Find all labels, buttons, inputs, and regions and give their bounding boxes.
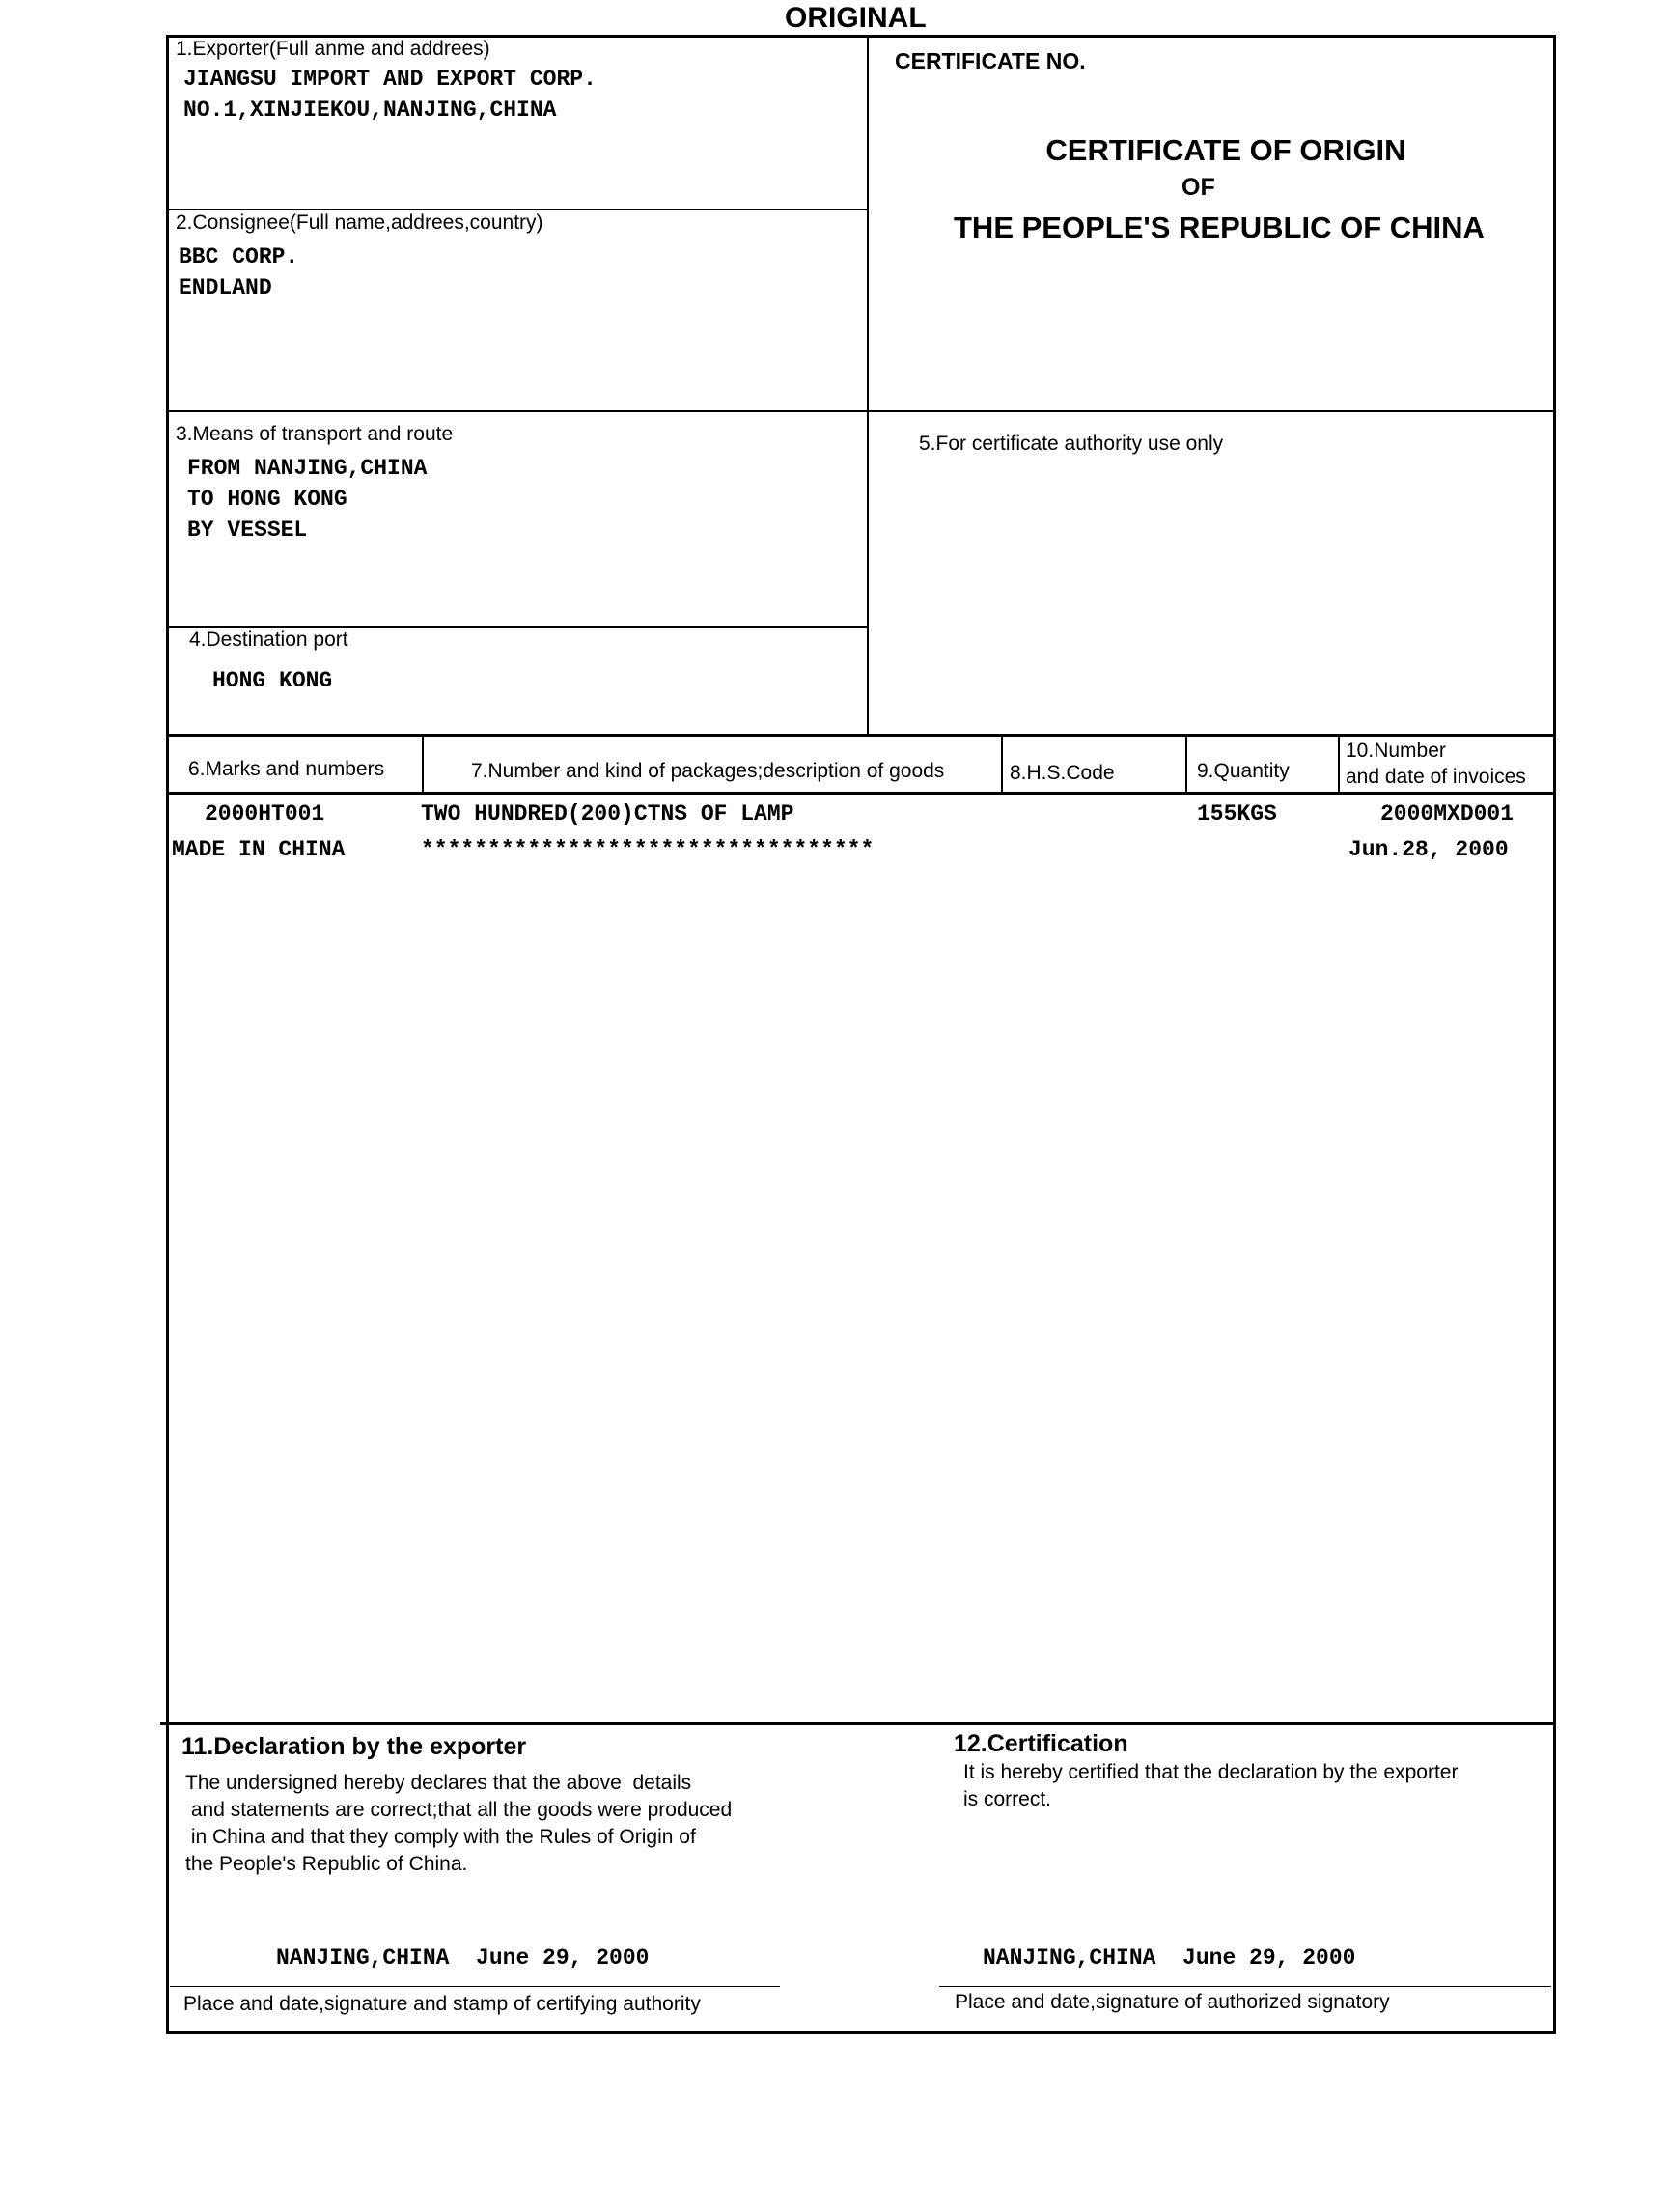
exporter-name: JIANGSU IMPORT AND EXPORT CORP.: [183, 67, 597, 92]
destination-label: 4.Destination port: [189, 629, 348, 651]
col-divider-4: [1338, 736, 1340, 793]
divider-declaration-top: [160, 1722, 1554, 1725]
header-quantity: 9.Quantity: [1197, 760, 1290, 782]
divider-row-3: [168, 410, 1554, 412]
certification-line-1: It is hereby certified that the declaration by the exporter: [963, 1761, 1459, 1783]
row-quantity: 155KGS: [1197, 801, 1277, 826]
certificate-no-label: CERTIFICATE NO.: [895, 48, 1086, 73]
declaration-footer: Place and date,signature and stamp of certifying authority: [183, 1993, 701, 2015]
declaration-line-2: and statements are correct;that all the goods were produced: [185, 1799, 733, 1821]
certification-place-date: NANJING,CHINA June 29, 2000: [983, 1946, 1356, 1971]
original-label: ORIGINAL: [785, 2, 927, 34]
certification-footer: Place and date,signature of authorized signatory: [955, 1991, 1390, 2013]
consignee-name: BBC CORP.: [179, 244, 299, 269]
transport-by: BY VESSEL: [187, 518, 308, 543]
transport-label: 3.Means of transport and route: [176, 423, 454, 445]
certificate-title-of: OF: [1182, 174, 1215, 201]
certificate-country: THE PEOPLE'S REPUBLIC OF CHINA: [954, 210, 1485, 244]
declaration-place-date: NANJING,CHINA June 29, 2000: [276, 1946, 650, 1971]
row-marks-line1: 2000HT001: [205, 801, 325, 826]
row-description: TWO HUNDRED(200)CTNS OF LAMP: [421, 801, 794, 826]
transport-from: FROM NANJING,CHINA: [187, 456, 428, 481]
declaration-line-3: in China and that they comply with the Rules of Origin of: [185, 1826, 696, 1848]
certificate-title: CERTIFICATE OF ORIGIN: [1045, 133, 1406, 167]
header-invoices-line2: and date of invoices: [1346, 766, 1526, 788]
certification-line-2: is correct.: [963, 1788, 1052, 1810]
declaration-line-4: the People's Republic of China.: [185, 1853, 468, 1875]
col-divider-3: [1185, 736, 1187, 793]
col-divider-2: [1001, 736, 1003, 793]
consignee-label: 2.Consignee(Full name,addrees,country): [176, 211, 543, 234]
header-marks: 6.Marks and numbers: [188, 758, 385, 780]
exporter-address: NO.1,XINJIEKOU,NANJING,CHINA: [183, 98, 557, 123]
declaration-line-1: The undersigned hereby declares that the above details: [185, 1772, 692, 1794]
row-marks-line2: MADE IN CHINA: [172, 837, 346, 862]
row-description-asterisks: **********************************: [421, 837, 875, 862]
exporter-label: 1.Exporter(Full anme and addrees): [176, 38, 490, 60]
row-invoice-date: Jun.28, 2000: [1348, 837, 1509, 862]
signature-line-right: [939, 1986, 1551, 1987]
header-packages: 7.Number and kind of packages;description of goods: [471, 760, 945, 782]
divider-table-top: [168, 734, 1554, 737]
signature-line-left: [170, 1986, 780, 1987]
authority-label: 5.For certificate authority use only: [919, 433, 1224, 455]
transport-to: TO HONG KONG: [187, 487, 348, 512]
header-invoices-line1: 10.Number: [1346, 740, 1446, 762]
destination-value: HONG KONG: [212, 668, 333, 693]
divider-table-header: [168, 792, 1554, 795]
header-hs-code: 8.H.S.Code: [1010, 762, 1115, 784]
declaration-title: 11.Declaration by the exporter: [181, 1733, 527, 1760]
row-invoice-no: 2000MXD001: [1380, 801, 1515, 826]
consignee-country: ENDLAND: [179, 275, 272, 300]
certification-title: 12.Certification: [954, 1730, 1128, 1757]
col-divider-1: [422, 736, 424, 793]
